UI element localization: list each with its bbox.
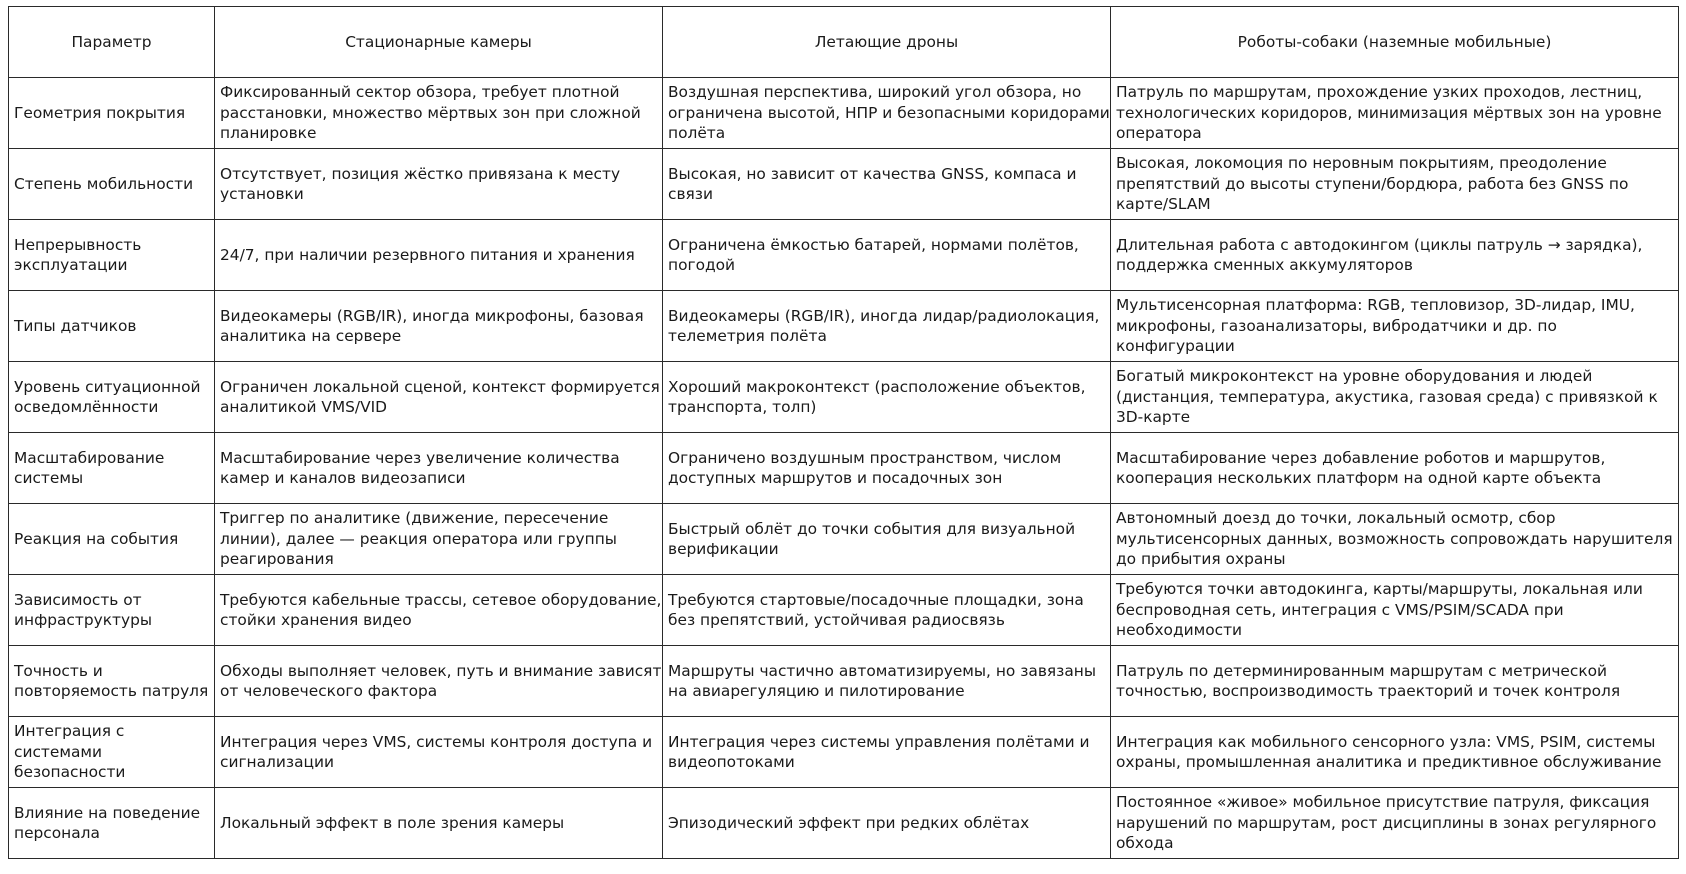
- cell-robot-dogs: Патруль по маршрутам, прохождение узких проходов, лестниц, технологических коридоров, минимизация мёртвых зон на уровне оператора: [1111, 78, 1679, 149]
- cell-flying-drones: Интеграция через системы управления полётами и видеопотоками: [663, 717, 1111, 788]
- cell-parameter: Влияние на поведение персонала: [9, 788, 215, 859]
- header-flying-drones: Летающие дроны: [663, 7, 1111, 78]
- cell-parameter: Реакция на события: [9, 504, 215, 575]
- table-row: [9, 291, 1679, 362]
- cell-robot-dogs: Мультисенсорная платформа: RGB, тепловизор, 3D-лидар, IMU, микрофоны, газоанализаторы, вибродатчики и др. по конфигурации: [1111, 291, 1679, 362]
- cell-flying-drones: Ограничено воздушным пространством, числом доступных маршрутов и посадочных зон: [663, 433, 1111, 504]
- cell-robot-dogs: Масштабирование через добавление роботов и маршрутов, кооперация нескольких платформ на одной карте объекта: [1111, 433, 1679, 504]
- cell-parameter: Степень мобильности: [9, 149, 215, 220]
- table-row: [9, 220, 1679, 291]
- cell-parameter: Масштабирование системы: [9, 433, 215, 504]
- table-row: [9, 362, 1679, 433]
- cell-parameter: Зависимость от инфраструктуры: [9, 575, 215, 646]
- table-header: [9, 7, 1679, 78]
- cell-parameter: Интеграция с системами безопасности: [9, 717, 215, 788]
- cell-stationary-cameras: Триггер по аналитике (движение, пересечение линии), далее — реакция оператора или группы реагирования: [215, 504, 663, 575]
- header-parameter: Параметр: [9, 7, 215, 78]
- table-row: [9, 788, 1679, 859]
- cell-parameter: Точность и повторяемость патруля: [9, 646, 215, 717]
- cell-parameter: Геометрия покрытия: [9, 78, 215, 149]
- comparison-table: [8, 6, 1679, 859]
- table-row: [9, 504, 1679, 575]
- cell-stationary-cameras: Локальный эффект в поле зрения камеры: [215, 788, 663, 859]
- cell-stationary-cameras: Масштабирование через увеличение количества камер и каналов видеозаписи: [215, 433, 663, 504]
- cell-robot-dogs: Автономный доезд до точки, локальный осмотр, сбор мультисенсорных данных, возможность сопровождать нарушителя до прибытия охраны: [1111, 504, 1679, 575]
- cell-flying-drones: Высокая, но зависит от качества GNSS, компаса и связи: [663, 149, 1111, 220]
- comparison-table-container: [8, 6, 1679, 859]
- table-row: [9, 575, 1679, 646]
- cell-stationary-cameras: Фиксированный сектор обзора, требует плотной расстановки, множество мёртвых зон при сложной планировке: [215, 78, 663, 149]
- table-body: [9, 78, 1679, 859]
- header-robot-dogs: Роботы-собаки (наземные мобильные): [1111, 7, 1679, 78]
- cell-flying-drones: Хороший макроконтекст (расположение объектов, транспорта, толп): [663, 362, 1111, 433]
- header-row: [9, 7, 1679, 78]
- table-row: [9, 717, 1679, 788]
- cell-robot-dogs: Требуются точки автодокинга, карты/маршруты, локальная или беспроводная сеть, интеграция с VMS/PSIM/SCADA при необходимости: [1111, 575, 1679, 646]
- cell-robot-dogs: Патруль по детерминированным маршрутам с метрической точностью, воспроизводимость траекторий и точек контроля: [1111, 646, 1679, 717]
- table-row: [9, 646, 1679, 717]
- cell-parameter: Уровень ситуационной осведомлённости: [9, 362, 215, 433]
- cell-flying-drones: Видеокамеры (RGB/IR), иногда лидар/радиолокация, телеметрия полёта: [663, 291, 1111, 362]
- cell-stationary-cameras: Интеграция через VMS, системы контроля доступа и сигнализации: [215, 717, 663, 788]
- cell-parameter: Типы датчиков: [9, 291, 215, 362]
- cell-stationary-cameras: Отсутствует, позиция жёстко привязана к месту установки: [215, 149, 663, 220]
- table-row: [9, 149, 1679, 220]
- table-row: [9, 433, 1679, 504]
- cell-robot-dogs: Длительная работа с автодокингом (циклы патруль → зарядка), поддержка сменных аккумуляторов: [1111, 220, 1679, 291]
- cell-stationary-cameras: 24/7, при наличии резервного питания и хранения: [215, 220, 663, 291]
- cell-flying-drones: Эпизодический эффект при редких облётах: [663, 788, 1111, 859]
- cell-flying-drones: Требуются стартовые/посадочные площадки, зона без препятствий, устойчивая радиосвязь: [663, 575, 1111, 646]
- cell-parameter: Непрерывность эксплуатации: [9, 220, 215, 291]
- cell-robot-dogs: Интеграция как мобильного сенсорного узла: VMS, PSIM, системы охраны, промышленная аналитика и предиктивное обслуживание: [1111, 717, 1679, 788]
- cell-stationary-cameras: Ограничен локальной сценой, контекст формируется аналитикой VMS/VID: [215, 362, 663, 433]
- cell-robot-dogs: Постоянное «живое» мобильное присутствие патруля, фиксация нарушений по маршрутам, рост дисциплины в зонах регулярного обхода: [1111, 788, 1679, 859]
- cell-stationary-cameras: Требуются кабельные трассы, сетевое оборудование, стойки хранения видео: [215, 575, 663, 646]
- table-row: [9, 78, 1679, 149]
- cell-robot-dogs: Богатый микроконтекст на уровне оборудования и людей (дистанция, температура, акустика, газовая среда) с привязкой к 3D-карте: [1111, 362, 1679, 433]
- cell-robot-dogs: Высокая, локомоция по неровным покрытиям, преодоление препятствий до высоты ступени/бордюра, работа без GNSS по карте/SLAM: [1111, 149, 1679, 220]
- header-stationary-cameras: Стационарные камеры: [215, 7, 663, 78]
- cell-flying-drones: Ограничена ёмкостью батарей, нормами полётов, погодой: [663, 220, 1111, 291]
- cell-stationary-cameras: Видеокамеры (RGB/IR), иногда микрофоны, базовая аналитика на сервере: [215, 291, 663, 362]
- cell-flying-drones: Воздушная перспектива, широкий угол обзора, но ограничена высотой, НПР и безопасными коридорами полёта: [663, 78, 1111, 149]
- cell-flying-drones: Быстрый облёт до точки события для визуальной верификации: [663, 504, 1111, 575]
- cell-flying-drones: Маршруты частично автоматизируемы, но завязаны на авиарегуляцию и пилотирование: [663, 646, 1111, 717]
- cell-stationary-cameras: Обходы выполняет человек, путь и внимание зависят от человеческого фактора: [215, 646, 663, 717]
